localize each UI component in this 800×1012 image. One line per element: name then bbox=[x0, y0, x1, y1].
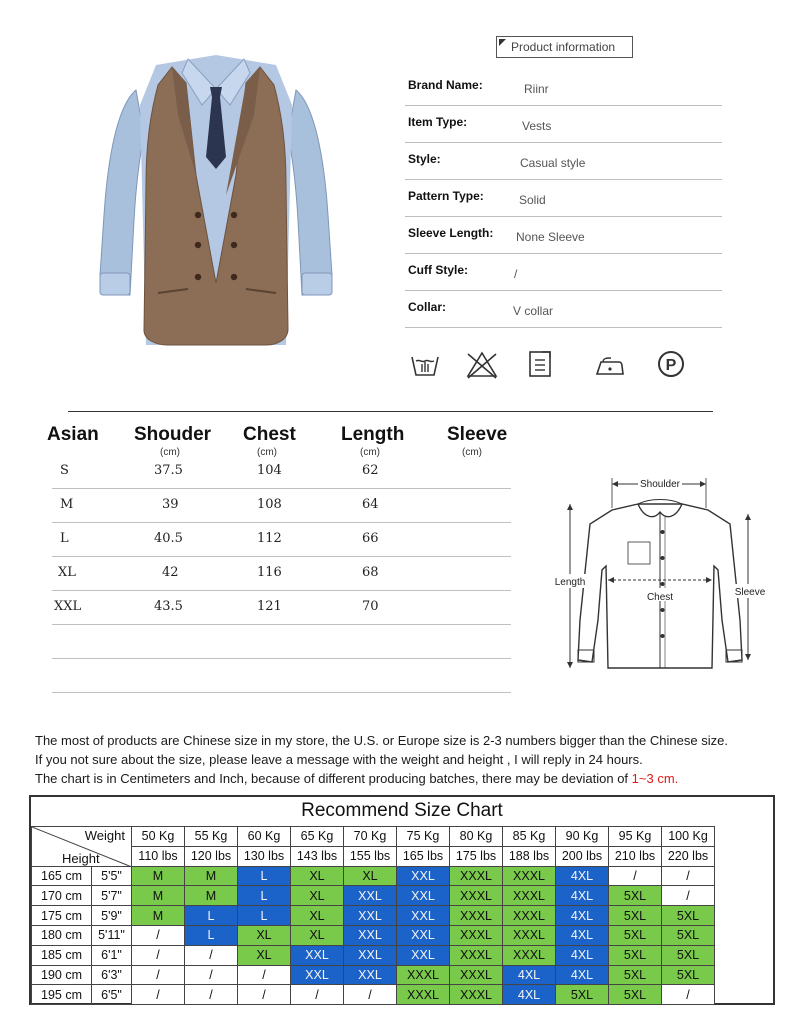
info-key: Brand Name: bbox=[408, 78, 483, 92]
info-value: None Sleeve bbox=[516, 230, 585, 244]
sleeve-label: Sleeve bbox=[734, 587, 766, 598]
care-icons bbox=[405, 348, 705, 384]
size-recommend-cell: L bbox=[238, 866, 291, 886]
info-key: Item Type: bbox=[408, 115, 468, 129]
size-unit-sleeve: (cm) bbox=[462, 447, 482, 458]
size-shoulder: 40.5 bbox=[154, 531, 183, 546]
size-recommend-cell: M bbox=[185, 866, 238, 886]
height-cm-cell: 175 cm bbox=[32, 906, 92, 926]
size-header-length: Length bbox=[341, 424, 405, 445]
weight-lbs-cell: 155 lbs bbox=[344, 846, 397, 866]
weight-kg-cell: 55 Kg bbox=[185, 827, 238, 847]
size-recommend-cell: L bbox=[185, 906, 238, 926]
weight-lbs-cell: 175 lbs bbox=[450, 846, 503, 866]
size-recommend-cell: XXXL bbox=[450, 945, 503, 965]
size-row bbox=[52, 591, 511, 625]
size-label: XXL bbox=[54, 599, 82, 614]
size-recommend-cell: XL bbox=[291, 906, 344, 926]
size-length: 70 bbox=[362, 599, 379, 614]
size-recommend-cell: M bbox=[132, 866, 185, 886]
info-value: / bbox=[514, 267, 518, 281]
size-recommend-cell: XXXL bbox=[503, 866, 556, 886]
size-recommend-cell: 5XL bbox=[662, 965, 715, 985]
size-chest: 112 bbox=[257, 531, 282, 546]
size-recommend-cell: XXXL bbox=[503, 925, 556, 945]
size-row bbox=[52, 557, 511, 591]
size-recommend-cell: / bbox=[185, 945, 238, 965]
tumble-dry-icon bbox=[526, 348, 554, 380]
size-recommend-cell: / bbox=[344, 985, 397, 1005]
height-inch-cell: 6'3" bbox=[92, 965, 132, 985]
size-recommend-cell: XXXL bbox=[503, 945, 556, 965]
dry-clean-icon bbox=[655, 348, 687, 380]
size-label: L bbox=[60, 531, 69, 546]
weight-lbs-cell: 143 lbs bbox=[291, 846, 344, 866]
size-recommend-cell: 4XL bbox=[556, 886, 609, 906]
info-row-sleeve-length bbox=[405, 217, 722, 254]
size-recommend-cell: XXXL bbox=[503, 886, 556, 906]
size-recommend-cell: / bbox=[132, 925, 185, 945]
size-recommend-cell: 5XL bbox=[609, 886, 662, 906]
size-length: 66 bbox=[362, 531, 379, 546]
size-recommend-cell: XXXL bbox=[450, 985, 503, 1005]
size-recommend-cell: 5XL bbox=[662, 925, 715, 945]
weight-lbs-cell: 120 lbs bbox=[185, 846, 238, 866]
size-shoulder: 42 bbox=[162, 565, 179, 580]
size-recommend-cell: 4XL bbox=[556, 866, 609, 886]
corner-marker-icon bbox=[499, 39, 506, 46]
size-recommend-cell: / bbox=[132, 945, 185, 965]
size-chest: 116 bbox=[257, 565, 282, 580]
size-recommend-cell: L bbox=[238, 906, 291, 926]
size-recommend-cell: / bbox=[609, 866, 662, 886]
note-deviation-highlight: 1~3 cm. bbox=[631, 771, 679, 786]
size-recommend-cell: 5XL bbox=[609, 945, 662, 965]
height-row bbox=[32, 925, 715, 945]
section-divider bbox=[68, 411, 713, 412]
height-inch-cell: 5'7" bbox=[92, 886, 132, 906]
info-row-brand bbox=[405, 69, 722, 106]
size-row-empty bbox=[52, 625, 511, 659]
size-recommend-cell: / bbox=[662, 866, 715, 886]
size-recommend-cell: XXL bbox=[397, 925, 450, 945]
size-recommend-cell: 5XL bbox=[609, 985, 662, 1005]
size-recommend-cell: 4XL bbox=[556, 945, 609, 965]
info-value: Riinr bbox=[524, 82, 549, 96]
size-recommend-cell: 4XL bbox=[503, 985, 556, 1005]
size-recommend-cell: XXXL bbox=[450, 965, 503, 985]
weight-label: Weight bbox=[84, 828, 125, 843]
note-deviation bbox=[35, 771, 678, 786]
height-inch-cell: 5'11" bbox=[92, 925, 132, 945]
size-unit-chest: (cm) bbox=[257, 447, 277, 458]
size-recommend-cell: XXL bbox=[344, 945, 397, 965]
size-recommend-cell: / bbox=[132, 965, 185, 985]
size-unit-length: (cm) bbox=[360, 447, 380, 458]
size-chest: 108 bbox=[257, 497, 282, 512]
size-recommend-cell: XXL bbox=[397, 906, 450, 926]
height-inch-cell: 5'9" bbox=[92, 906, 132, 926]
size-recommend-cell: XXL bbox=[397, 886, 450, 906]
note-deviation-text: The chart is in Centimeters and Inch, because of different producing batches, there may be deviation of bbox=[35, 771, 632, 786]
size-recommend-cell: XL bbox=[238, 925, 291, 945]
recommend-table bbox=[31, 826, 715, 1005]
height-cm-cell: 180 cm bbox=[32, 925, 92, 945]
size-recommend-cell: / bbox=[185, 965, 238, 985]
no-bleach-icon bbox=[465, 348, 499, 380]
size-recommend-cell: XL bbox=[238, 945, 291, 965]
size-recommend-cell: 4XL bbox=[556, 965, 609, 985]
height-row bbox=[32, 866, 715, 886]
size-recommend-cell: 4XL bbox=[556, 906, 609, 926]
size-row bbox=[52, 455, 511, 489]
weight-kg-cell: 85 Kg bbox=[503, 827, 556, 847]
info-value: Solid bbox=[519, 193, 546, 207]
weight-lbs-cell: 130 lbs bbox=[238, 846, 291, 866]
weight-lbs-cell: 200 lbs bbox=[556, 846, 609, 866]
weight-lbs-cell: 110 lbs bbox=[132, 846, 185, 866]
size-recommend-cell: M bbox=[185, 886, 238, 906]
length-label: Length bbox=[554, 577, 586, 588]
size-recommend-cell: / bbox=[238, 965, 291, 985]
size-recommend-cell: 5XL bbox=[609, 965, 662, 985]
size-recommend-cell: 4XL bbox=[503, 965, 556, 985]
size-recommend-cell: XXL bbox=[291, 965, 344, 985]
info-value: Vests bbox=[522, 119, 552, 133]
height-label: Height bbox=[62, 850, 100, 866]
size-length: 62 bbox=[362, 463, 379, 478]
height-row bbox=[32, 985, 715, 1005]
dry-clean-letter: P bbox=[665, 357, 677, 374]
size-label: M bbox=[60, 497, 74, 512]
size-header-shoulder: Shouder bbox=[134, 424, 212, 445]
size-recommend-cell: XL bbox=[291, 925, 344, 945]
height-inch-cell: 6'1" bbox=[92, 945, 132, 965]
info-row-item-type bbox=[405, 106, 722, 143]
weight-kg-cell: 70 Kg bbox=[344, 827, 397, 847]
size-recommend-cell: XXL bbox=[344, 906, 397, 926]
size-header-asian: Asian bbox=[47, 424, 99, 445]
info-key: Collar: bbox=[408, 300, 447, 314]
size-header-chest: Chest bbox=[243, 424, 296, 445]
note-leave-message: If you not sure about the size, please leave a message with the weight and height , I will reply in 24 hours. bbox=[35, 752, 643, 767]
weight-lbs-cell: 210 lbs bbox=[609, 846, 662, 866]
size-recommend-cell: XL bbox=[291, 886, 344, 906]
size-chest: 121 bbox=[257, 599, 282, 614]
size-recommend-cell: / bbox=[238, 985, 291, 1005]
size-recommend-cell: XXXL bbox=[397, 985, 450, 1005]
height-cm-cell: 165 cm bbox=[32, 866, 92, 886]
size-recommend-cell: XXL bbox=[397, 866, 450, 886]
recommend-size-chart bbox=[29, 795, 775, 1005]
size-recommend-cell: / bbox=[662, 886, 715, 906]
size-recommend-cell: M bbox=[132, 906, 185, 926]
size-recommend-cell: 5XL bbox=[662, 906, 715, 926]
size-shoulder: 43.5 bbox=[154, 599, 183, 614]
height-row bbox=[32, 945, 715, 965]
product-info-heading-text: Product information bbox=[511, 40, 616, 54]
info-row-style bbox=[405, 143, 722, 180]
size-recommend-cell: XL bbox=[291, 866, 344, 886]
weight-kg-cell: 50 Kg bbox=[132, 827, 185, 847]
size-row-empty bbox=[52, 659, 511, 693]
weight-lbs-cell: 188 lbs bbox=[503, 846, 556, 866]
height-cm-cell: 185 cm bbox=[32, 945, 92, 965]
size-recommend-cell: XXXL bbox=[450, 925, 503, 945]
size-shoulder: 37.5 bbox=[154, 463, 183, 478]
info-key: Pattern Type: bbox=[408, 189, 484, 203]
size-shoulder: 39 bbox=[162, 497, 179, 512]
height-inch-cell: 6'5" bbox=[92, 985, 132, 1005]
size-recommend-cell: XL bbox=[344, 866, 397, 886]
info-key: Sleeve Length: bbox=[408, 226, 494, 240]
size-recommend-cell: 5XL bbox=[609, 925, 662, 945]
height-inch-cell: 5'5" bbox=[92, 866, 132, 886]
chest-label: Chest bbox=[646, 592, 674, 603]
product-info-heading bbox=[496, 36, 633, 58]
weight-kg-row bbox=[32, 827, 715, 847]
shoulder-label: Shoulder bbox=[639, 479, 681, 490]
size-chest: 104 bbox=[257, 463, 282, 478]
size-recommend-cell: / bbox=[185, 985, 238, 1005]
size-recommend-cell: XXL bbox=[344, 965, 397, 985]
info-key: Style: bbox=[408, 152, 441, 166]
info-row-pattern-type bbox=[405, 180, 722, 217]
height-row bbox=[32, 965, 715, 985]
size-recommend-cell: / bbox=[132, 985, 185, 1005]
height-cm-cell: 190 cm bbox=[32, 965, 92, 985]
size-label: XL bbox=[58, 565, 76, 580]
info-value: Casual style bbox=[520, 156, 586, 170]
size-unit-shoulder: (cm) bbox=[160, 447, 180, 458]
size-header-sleeve: Sleeve bbox=[447, 424, 508, 445]
recommend-title: Recommend Size Chart bbox=[301, 800, 503, 821]
weight-kg-cell: 60 Kg bbox=[238, 827, 291, 847]
info-row-cuff-style bbox=[405, 254, 722, 291]
size-row bbox=[52, 523, 511, 557]
size-recommend-cell: L bbox=[238, 886, 291, 906]
height-row bbox=[32, 906, 715, 926]
height-row bbox=[32, 886, 715, 906]
size-length: 64 bbox=[362, 497, 379, 512]
size-recommend-cell: 5XL bbox=[662, 945, 715, 965]
info-value: V collar bbox=[513, 304, 554, 318]
size-recommend-cell: 4XL bbox=[556, 925, 609, 945]
size-recommend-cell: L bbox=[185, 925, 238, 945]
shirt-measurement-diagram bbox=[550, 470, 770, 675]
size-recommend-cell: XXL bbox=[397, 945, 450, 965]
size-recommend-cell: XXL bbox=[291, 945, 344, 965]
size-recommend-cell: XXXL bbox=[450, 866, 503, 886]
height-cm-cell: 170 cm bbox=[32, 886, 92, 906]
weight-kg-cell: 95 Kg bbox=[609, 827, 662, 847]
hand-wash-icon bbox=[409, 348, 441, 380]
weight-lbs-row bbox=[32, 846, 715, 866]
weight-kg-cell: 100 Kg bbox=[662, 827, 715, 847]
note-size-difference: The most of products are Chinese size in my store, the U.S. or Europe size is 2-3 numbers bigger than the Chinese size. bbox=[35, 733, 728, 748]
size-length: 68 bbox=[362, 565, 379, 580]
iron-icon bbox=[593, 348, 627, 380]
info-row-collar bbox=[405, 291, 722, 328]
size-recommend-cell: XXXL bbox=[450, 906, 503, 926]
height-cm-cell: 195 cm bbox=[32, 985, 92, 1005]
size-recommend-cell: M bbox=[132, 886, 185, 906]
weight-kg-cell: 65 Kg bbox=[291, 827, 344, 847]
weight-lbs-cell: 220 lbs bbox=[662, 846, 715, 866]
size-recommend-cell: / bbox=[662, 985, 715, 1005]
size-label: S bbox=[60, 463, 69, 478]
size-recommend-cell: 5XL bbox=[609, 906, 662, 926]
weight-kg-cell: 90 Kg bbox=[556, 827, 609, 847]
weight-height-corner bbox=[32, 827, 132, 867]
size-recommend-cell: XXXL bbox=[503, 906, 556, 926]
size-recommend-cell: XXXL bbox=[397, 965, 450, 985]
size-recommend-cell: XXL bbox=[344, 925, 397, 945]
size-recommend-cell: / bbox=[291, 985, 344, 1005]
weight-kg-cell: 75 Kg bbox=[397, 827, 450, 847]
size-recommend-cell: XXXL bbox=[450, 886, 503, 906]
size-row bbox=[52, 489, 511, 523]
size-recommend-cell: 5XL bbox=[556, 985, 609, 1005]
info-key: Cuff Style: bbox=[408, 263, 468, 277]
weight-kg-cell: 80 Kg bbox=[450, 827, 503, 847]
size-recommend-cell: XXL bbox=[344, 886, 397, 906]
vest-product-photo bbox=[96, 45, 336, 360]
weight-lbs-cell: 165 lbs bbox=[397, 846, 450, 866]
